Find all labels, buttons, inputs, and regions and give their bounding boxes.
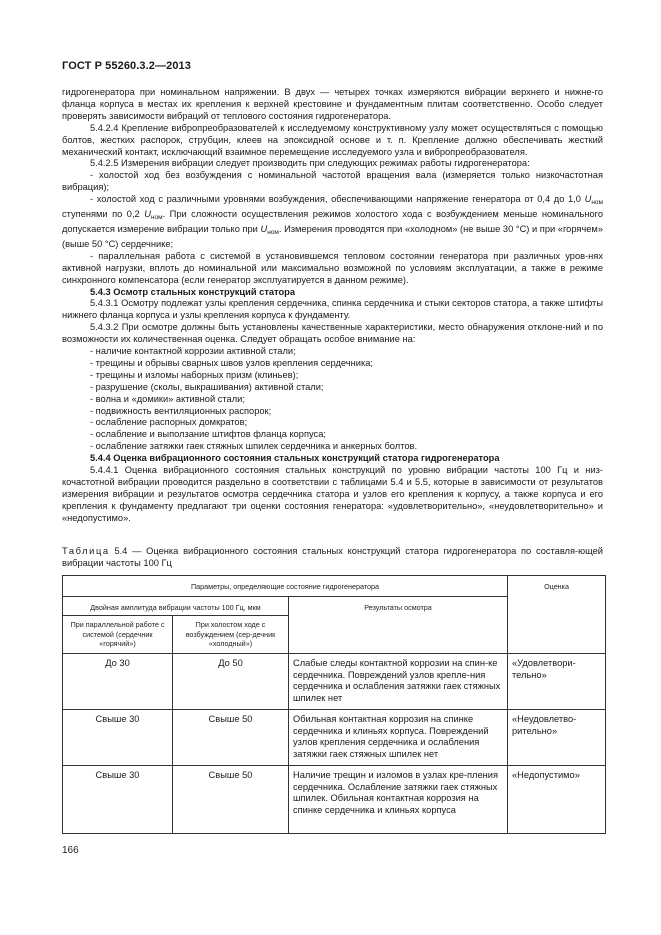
header-results: Результаты осмотра [289,596,508,653]
section-heading: 5.4.4 Оценка вибрационного состояния стальных конструкций статора гидрогенератора [90,453,500,464]
table-row [63,653,606,709]
header-rating: Оценка [508,576,606,654]
cell-idle: До 50 [173,653,289,709]
paragraph: 5.4.4.1 Оценка вибрационного состояния стальных конструкций по уровню вибрации частоты 100 Гц и низ-кочастотной вибрации проводится раздельно в соответствии с таблицами 5.4 и 5.5, которые в зависимости от результатов измерения вибрации и результатов осмотра сердечника статора и узлов его крепления к корпусу, а также корпуса и его крепления к фундаменту предлагают три оценки состояния генератора: «удовлетворительно», «неудовлетворительно» и «недопустимо». [62,465,603,523]
list-item: - подвижность вентиляционных распорок; [90,405,272,416]
list-item: - ослабление и выползание штифтов фланца корпуса; [90,429,326,440]
list-item: - трещины и обрывы сварных швов узлов крепления сердечника; [90,357,373,368]
paragraph: гидрогенератора при номинальном напряжении. В двух — четырех точках измеряются вибрации верхнего и нижне-го фланца корпуса в местах их крепления к верхней крестовине и фундаментным плитам соответственно. Особо следует проверять зависимости вибраций от теплового состояния гидрогенератора. [62,87,603,121]
cell-rating: «Удовлетвори-тельно» [508,653,606,709]
list-item: - ослабление распорных домкратов; [90,417,248,428]
cell-idle: Свыше 50 [173,765,289,833]
cell-rating: «Недопустимо» [508,765,606,833]
table-row [63,709,606,765]
table-caption: Таблица 5.4 — Оценка вибрационного состояния стальных конструкций статора гидрогенератора по составля-ющей вибрации частоты 100 Гц [62,546,603,568]
document-body [62,87,603,525]
table-row [63,765,606,833]
paragraph-voltage: - холостой ход с различными уровнями возбуждения, обеспечивающими напряжение генератора от 0,4 до 1,0 $U_{ном}$ ступенями по 0,2 $U_{ном}$. При сложности осуществления режимов холостого хода с возбуждением меньше номинального допускается измерение вибрации только при $U_{ном}$. Измерения проводятся при «холодном» (не выше 30 °С) и при «горячем» (выше 50 °С) сердечнике; [62,194,604,249]
cell-result: Обильная контактная коррозия на спинке сердечника и клиньях корпуса. Повреждений узлов крепления сердечника и ослабления затяжки гаек стяжных шпилек нет [289,709,508,765]
page-number: 166 [62,845,79,856]
vibration-table [62,575,606,834]
list-item: - наличие контактной коррозии активной стали; [90,346,296,357]
cell-rating: «Неудовлетво-рительно» [508,709,606,765]
list-item: - ослабление затяжки гаек стяжных шпилек сердечника и анкерных болтов. [90,441,418,452]
header-params: Параметры, определяющие состояние гидрогенератора [63,576,508,597]
paragraph: 5.4.2.5 Измерения вибрации следует производить при следующих режимах работы гидрогенератора: [90,158,530,169]
header-parallel: При параллельной работе с системой (сердечник «горячий») [63,616,173,654]
paragraph: - холостой ход без возбуждения с номинальной частотой вращения вала (измеряется только низкочастотная вибрация); [62,170,603,193]
paragraph: 5.4.3.1 Осмотру подлежат узлы крепления сердечника, спинка сердечника и стыки секторов статора, а также штифты нижнего фланца корпуса и узлы крепления корпуса к фундаменту. [62,298,603,321]
list-item: - волна и «домики» активной стали; [90,393,245,404]
paragraph: 5.4.2.4 Крепление вибропреобразователей к исследуемому конструктивному узлу может осуществляться с помощью болтов, жестких распорок, струбцин, клеев на эпоксидной основе и т. п. Крепление должно обеспечивать жесткий механический контакт, исключающий взаимное перемещение исследуемого узла и вибропреобразователя. [62,122,603,157]
cell-result: Наличие трещин и изломов в узлах кре-пления сердечника. Ослабление затяжки гаек стяжных шпилек. Обильная контактная коррозия на спинке сердечника и клиньях корпуса [289,765,508,833]
document-header: ГОСТ Р 55260.3.2—2013 [62,60,191,72]
list-item: - разрушение (сколы, выкрашивания) активной стали; [90,381,324,392]
cell-idle: Свыше 50 [173,709,289,765]
cell-parallel: Свыше 30 [63,765,173,833]
list-item: - трещины и изломы наборных призм (клиньев); [90,369,299,380]
header-idle: При холостом ходе с возбуждением (сер-дечник «холодный») [173,616,289,654]
paragraph: - параллельная работа с системой в установившемся тепловом состоянии генератора при различных уров-нях активной нагрузки, вплоть до номинальной или максимально возможной по условиям эксплуатации, а также в режиме синхронного компенсатора (если генератор эксплуатируется в данном режиме). [62,250,603,285]
section-heading: 5.4.3 Осмотр стальных конструкций статора [90,286,296,297]
paragraph: 5.4.3.2 При осмотре должны быть установлены качественные характеристики, место обнаружения отклоне-ний и по возможности их количественная оценка. Следует обращать особое внимание на: [62,322,603,345]
cell-parallel: До 30 [63,653,173,709]
cell-result: Слабые следы контактной коррозии на спин-ке сердечника. Повреждений узлов крепле-ния сердечника и ослабления затяжки гаек стяжных шпилек нет [289,653,508,709]
cell-parallel: Свыше 30 [63,709,173,765]
header-amplitude: Двойная амплитуда вибрации частоты 100 Гц, мкм [63,596,289,616]
